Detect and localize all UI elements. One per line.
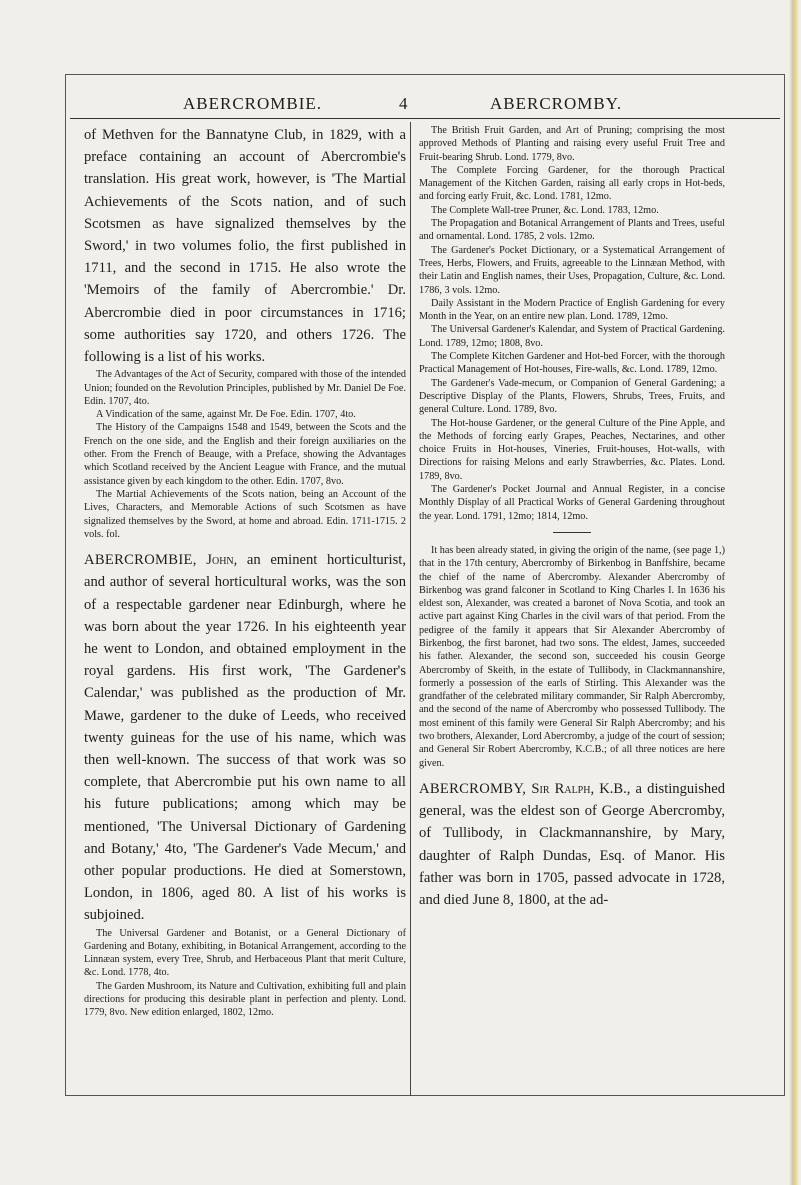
family-note: It has been already stated, in giving the origin of the name, (see page 1,) that in the 17th century, Abercromby of Birkenbog in Banffshire, became the chief of the name of Abercromby. Alexander Abercromby of Birkenbog was grand falconer in Scotland to King Charles I. In 1636 his eldest son, Alexander, was created a baronet of Nova Scotia, and took an active part against King Charles in the civil wars of that period. From the pedigree of the family it appears that Sir Alexander Abercromby of Birkenbog, the first baronet, had two sons. The eldest, James, succeeded his father. Alexander, the second son, succeeded his cousin George Abercromby of Skeith, in the estate of Tullibody, in Clackmannanshire, formerly a possession of the earls of Stirling. This Alexander was the grandfather of the celebrated military commander, Sir Ralph Abercromby, and the second of the name of Abercromby who possessed Tullibody. The most eminent of this family were General Sir Ralph Abercromby; and his two brothers, Alexander, Lord Abercromby, a judge of the court of session; and General Sir Robert Abercromby, K.C.B.; of all three notices are here given. [419,544,725,769]
work-item: The Gardener's Pocket Dictionary, or a Systematical Arrangement of Trees, Herbs, Flowers, and Fruits, agreeable to the Linnæan Method, with their Latin and English names, their Uses, Propagation, Culture, &c. Lond. 1786, 3 vols. 12mo. [419,244,725,296]
entry-text: an eminent horticulturist, and author of several horticultural works, was the son of a respectable gardener near Edinburgh, where he was born about the year 1726. In his eighteenth year he went to London, and obtained employment in the royal gardens. His first work, 'The Gardener's Calendar,' was published as the production of Mr. Mawe, gardener to the duke of Leeds, who received twenty guineas for the use of his name, which was then well-known. The success of that work was so complete, that Abercrombie put his own name to all his future publications; among which may be mentioned, 'The Universal Dictionary of Gardening and Botany,' 4to, 'The Gardener's Vade Mecum,' and other popular productions. He died at Somerstown, London, in 1806, aged 80. A list of his works is subjoined. [84,552,406,924]
work-item: The Complete Kitchen Gardener and Hot-bed Forcer, with the thorough Practical Management of Hot-houses, Fire-walls, &c. Lond. 1789, 12mo. [419,351,725,376]
work-item: The History of the Campaigns 1548 and 1549, between the Scots and the French on the one side, and the English and their foreign auxiliaries on the other. From the French of Beauge, with a Preface, showing the Advantages which Scotland received by the Ancient League with France, and the mutual assistance given by each kingdom to the other. Edin. 1707, 8vo. [84,422,406,487]
entry-headword: ABERCROMBIE, [84,552,197,569]
work-item: The Hot-house Gardener, or the general Culture of the Pine Apple, and the Methods of forcing early Grapes, Peaches, Nectarines, and other choice Fruits in Hot-houses, Vineries, Fruit-houses, Hot-walls, with Directions for raising Melons and early Strawberries, &c. Plates. Lond. 1789, 8vo. [419,417,725,482]
work-item: The Martial Achievements of the Scots nation, being an Account of the Lives, Characters, and Memorable Actions of such Scotsmen as have signalized themselves by the Sword, at home and abroad. Edin. 1711-1715. 2 vols. fol. [84,488,406,540]
work-item: The Advantages of the Act of Security, compared with those of the intended Union; founded on the Revolution Principles, published by Mr. Daniel De Foe. Edin. 1707, 4to. [84,369,406,407]
entry-forename: Sir Ralph, [531,780,595,797]
work-item: The Gardener's Vade-mecum, or Companion of General Gardening; a Descriptive Display of the Plants, Flowers, Shrubs, Trees, Fruits, and general Culture. Lond. 1789, 8vo. [419,377,725,416]
right-column [419,124,725,911]
left-column [84,124,406,1020]
entry-john-abercrombie [84,549,406,926]
work-item: A Vindication of the same, against Mr. De Foe. Edin. 1707, 4to. [96,409,356,421]
work-item: The Gardener's Pocket Journal and Annual Register, in a concise Monthly Display of all Practical Works of General Gardening throughout the year. Lond. 1791, 12mo; 1814, 12mo. [419,484,725,522]
work-item: The Complete Forcing Gardener, for the thorough Practical Management of the Kitchen Garden, raising all early crops in Hot-beds, and forcing early Fruit, &c. Lond. 1781, 12mo. [419,164,725,203]
header-left-title: ABERCROMBIE. [183,94,323,113]
header-rule [70,118,780,119]
header-right-title: ABERCROMBY. [490,94,623,113]
work-item: The Complete Wall-tree Pruner, &c. Lond. 1783, 12mo. [431,204,659,216]
running-header [70,94,780,114]
work-item: The Garden Mushroom, its Nature and Cultivation, exhibiting full and plain directions for producing this desirable plant in perfection and plenty. Lond. 1779, 8vo. New edition enlarged, 1802, 12mo. [84,980,406,1019]
entry-headword: ABERCROMBY, [419,780,527,797]
column-divider [410,122,411,1096]
section-rule [553,532,591,533]
work-item: The Propagation and Botanical Arrangement of Plants and Trees, useful and ornamental. Lond. 1785, 2 vols. 12mo. [419,218,725,243]
entry-ralph-abercromby [419,778,725,911]
entry-text: K.B., a distinguished general, was the eldest son of George Abercromby, of Tullibody, in Clackmannanshire, by Mary, daughter of Ralph Dundas, Esq. of Manor. His father was born in 1705, passed advocate in 1728, and died June 8, 1800, at the ad- [419,780,725,908]
work-item: Daily Assistant in the Modern Practice of English Gardening for every Month in the Year, on an entire new plan. Lond. 1789, 12mo. [419,297,725,323]
intro-paragraph: of Methven for the Bannatyne Club, in 1829, with a preface containing an account of Abercrombie's translation. His great work, however, is 'The Martial Achievements of the Scots nation, and of such Scotsmen as have signalized themselves by the Sword,' in two volumes folio, the first published in 1711, and the second in 1715. He also wrote the 'Memoirs of the family of Abercrombie.' Dr. Abercrombie died in poor circumstances in 1716; some authorities say 1720, and others 1726. The following is a list of his works. [84,127,406,366]
work-item: The British Fruit Garden, and Art of Pruning; comprising the most approved Methods of Planting and raising every useful Fruit Tree and Fruit-bearing Shrub. Lond. 1779, 8vo. [419,125,725,163]
page-number: 4 [399,94,409,113]
work-item: The Universal Gardener and Botanist, or a General Dictionary of Gardening and Botany, exhibiting, in Botanical Arrangement, according to the Linnæan system, every Tree, Shrub, and Herbaceous Plant that merit Culture, &c. Lond. 1778, 4to. [84,927,406,979]
work-item: The Universal Gardener's Kalendar, and System of Practical Gardening. Lond. 1789, 12mo; 1808, 8vo. [419,324,725,349]
entry-forename: John, [206,552,238,569]
book-spine-edge [789,0,799,1185]
